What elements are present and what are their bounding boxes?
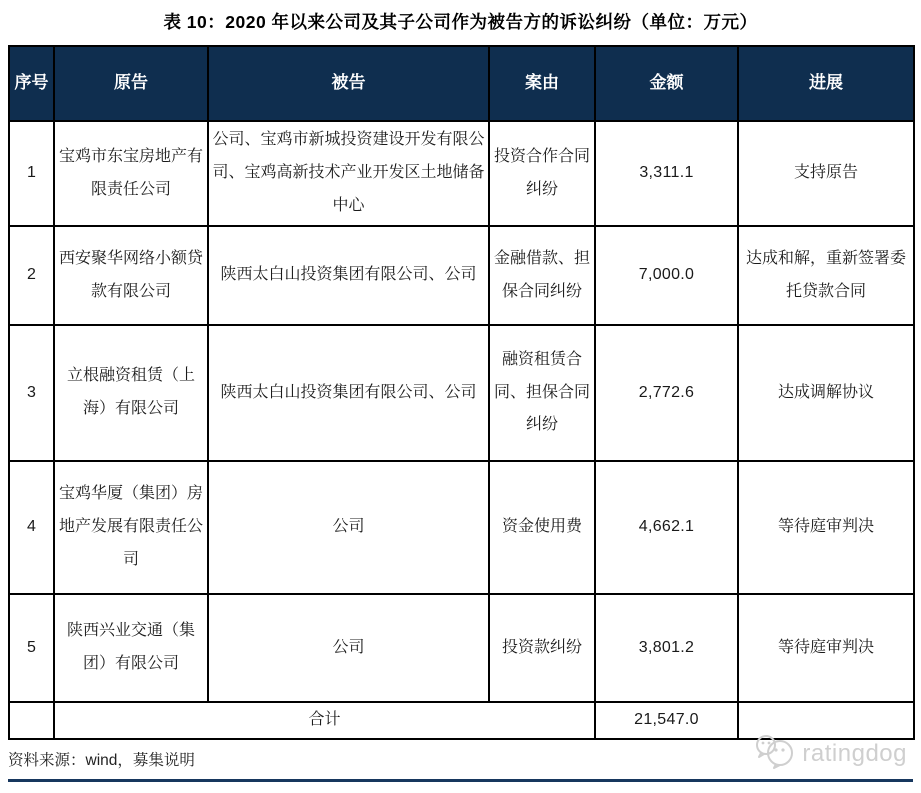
cell-plaintiff: 西安聚华网络小额贷款有限公司 bbox=[54, 226, 208, 325]
source-note: 资料来源：wind，募集说明 bbox=[8, 752, 195, 769]
cell-no: 5 bbox=[9, 594, 54, 702]
cell-progress: 达成调解协议 bbox=[738, 325, 914, 461]
cell-amount: 2,772.6 bbox=[595, 325, 738, 461]
cell-cause: 融资租赁合同、担保合同纠纷 bbox=[489, 325, 595, 461]
cell-progress: 支持原告 bbox=[738, 121, 914, 226]
total-amount: 21,547.0 bbox=[595, 702, 738, 739]
bottom-divider bbox=[8, 779, 913, 782]
litigation-table bbox=[8, 45, 915, 740]
cell-progress: 等待庭审判决 bbox=[738, 461, 914, 594]
cell-cause: 金融借款、担保合同纠纷 bbox=[489, 226, 595, 325]
cell-no: 1 bbox=[9, 121, 54, 226]
total-label: 合计 bbox=[54, 702, 595, 739]
table-row bbox=[9, 461, 914, 594]
cell-defendant: 公司 bbox=[208, 594, 489, 702]
header-no: 序号 bbox=[9, 46, 54, 121]
table-title: 表 10：2020 年以来公司及其子公司作为被告方的诉讼纠纷（单位：万元） bbox=[163, 12, 758, 32]
header-cause: 案由 bbox=[489, 46, 595, 121]
cell-plaintiff: 立根融资租赁（上海）有限公司 bbox=[54, 325, 208, 461]
ratingdog-watermark bbox=[752, 733, 907, 774]
cell-cause: 投资款纠纷 bbox=[489, 594, 595, 702]
cell-progress: 等待庭审判决 bbox=[738, 594, 914, 702]
cell-defendant: 陕西太白山投资集团有限公司、公司 bbox=[208, 325, 489, 461]
cell-plaintiff: 宝鸡华厦（集团）房地产发展有限责任公司 bbox=[54, 461, 208, 594]
ratingdog-logo-icon bbox=[752, 733, 796, 774]
table-row bbox=[9, 325, 914, 461]
cell-amount: 3,311.1 bbox=[595, 121, 738, 226]
total-empty-no bbox=[9, 702, 54, 739]
cell-cause: 资金使用费 bbox=[489, 461, 595, 594]
cell-defendant: 陕西太白山投资集团有限公司、公司 bbox=[208, 226, 489, 325]
cell-no: 4 bbox=[9, 461, 54, 594]
cell-defendant: 公司 bbox=[208, 461, 489, 594]
cell-amount: 7,000.0 bbox=[595, 226, 738, 325]
cell-amount: 4,662.1 bbox=[595, 461, 738, 594]
header-plaintiff: 原告 bbox=[54, 46, 208, 121]
header-amount: 金额 bbox=[595, 46, 738, 121]
cell-progress: 达成和解，重新签署委托贷款合同 bbox=[738, 226, 914, 325]
table-row bbox=[9, 226, 914, 325]
header-progress: 进展 bbox=[738, 46, 914, 121]
table-row bbox=[9, 594, 914, 702]
ratingdog-wordmark: ratingdog bbox=[802, 739, 907, 767]
table-row bbox=[9, 121, 914, 226]
cell-defendant: 公司、宝鸡市新城投资建设开发有限公司、宝鸡高新技术产业开发区土地储备中心 bbox=[208, 121, 489, 226]
cell-cause: 投资合作合同纠纷 bbox=[489, 121, 595, 226]
cell-amount: 3,801.2 bbox=[595, 594, 738, 702]
cell-plaintiff: 宝鸡市东宝房地产有限责任公司 bbox=[54, 121, 208, 226]
header-defendant: 被告 bbox=[208, 46, 489, 121]
cell-plaintiff: 陕西兴业交通（集团）有限公司 bbox=[54, 594, 208, 702]
cell-no: 3 bbox=[9, 325, 54, 461]
table-header-row bbox=[9, 46, 914, 121]
cell-no: 2 bbox=[9, 226, 54, 325]
